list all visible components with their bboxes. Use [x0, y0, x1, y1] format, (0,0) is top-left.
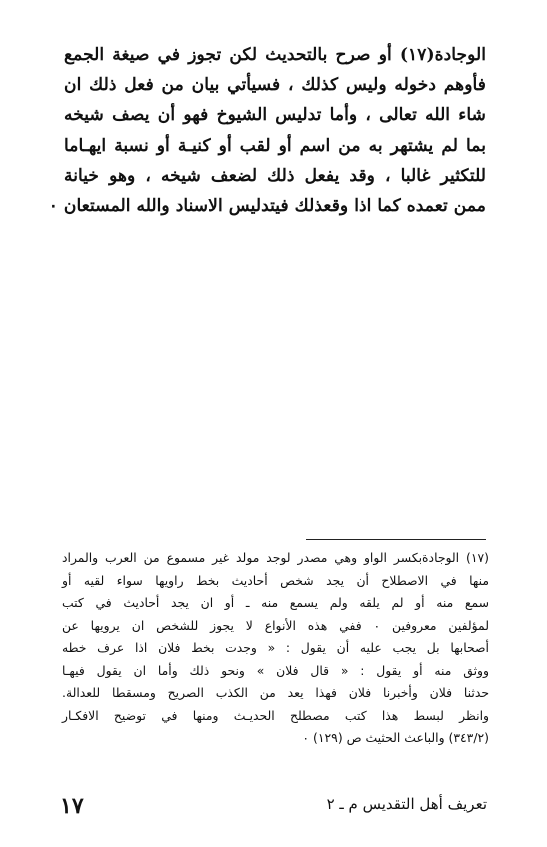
- main-text-line: فأوهم دخوله وليس كذلك ، فسيأتي بيان من فعل ذلك ان: [64, 75, 486, 96]
- footnote-line: (٣٤٣/٢) والباعث الحثيث ص (١٢٩) ٠: [302, 730, 489, 745]
- main-text-line: بما لم يشتهر به من اسم أو لقب أو كنيـة أو نسبة ايهـاما: [64, 135, 486, 156]
- main-text-line: ممن تعمده كما اذا وقعذلك فيتدليس الاسناد والله المستعان ٠: [48, 195, 486, 216]
- footnote-line: وانظر لبسط هذا كتب مصطلح الحديـث ومنها في توضيح الافكـار: [62, 707, 489, 723]
- book-title: تعريف أهل التقديس م ـ ٢: [326, 795, 487, 813]
- page-footer: [60, 793, 487, 823]
- footnote-line: حدثنا فلان وأخبرنا فلان فهذا يعد من الكذب الصريح ومسقطا للعدالة.: [62, 685, 489, 700]
- main-text-line: الوجادة(١٧) أو صرح بالتحديث لكن تجوز في صيغة الجمع: [64, 45, 486, 65]
- footnotes: [62, 547, 489, 750]
- main-text-line: شاء الله تعالى ، وأما تدليس الشيوخ فهو أن يصف شيخه: [64, 105, 486, 126]
- footnote-divider: [306, 539, 486, 540]
- footnote-line: أصحابها بل يجب عليه أن يقول : « وجدت بخط فلان اذا عرف خطه: [62, 640, 489, 655]
- main-text: [48, 40, 486, 221]
- footnote-line: منها في الاصطلاح أن يجد شخص أحاديث بخط راويها سواء لقيه أو: [62, 572, 489, 588]
- footnote-line: سمع منه أو لم يلقه ولم يسمع منه ـ أو ان يجد أحاديث في كتب: [62, 595, 489, 610]
- main-text-line: للتكثير غالبا ، وقد يفعل ذلك لضعف شيخه ، وهو خيانة: [64, 165, 486, 186]
- footnote-line: (١٧) الوجادةبكسر الواو وهي مصدر لوجد مولد غير مسموع من العرب والمراد: [62, 550, 489, 565]
- footnote-line: ووثق منه أو يقول : « قال فلان » ونحو ذلك وأما ان يقول فيهـا: [62, 662, 489, 678]
- page-number: ١٧: [60, 793, 84, 819]
- footnote-line: لمؤلفين معروفين ٠ ففي هذه الأنواع لا يجوز للشخص ان يرويها عن: [62, 617, 489, 633]
